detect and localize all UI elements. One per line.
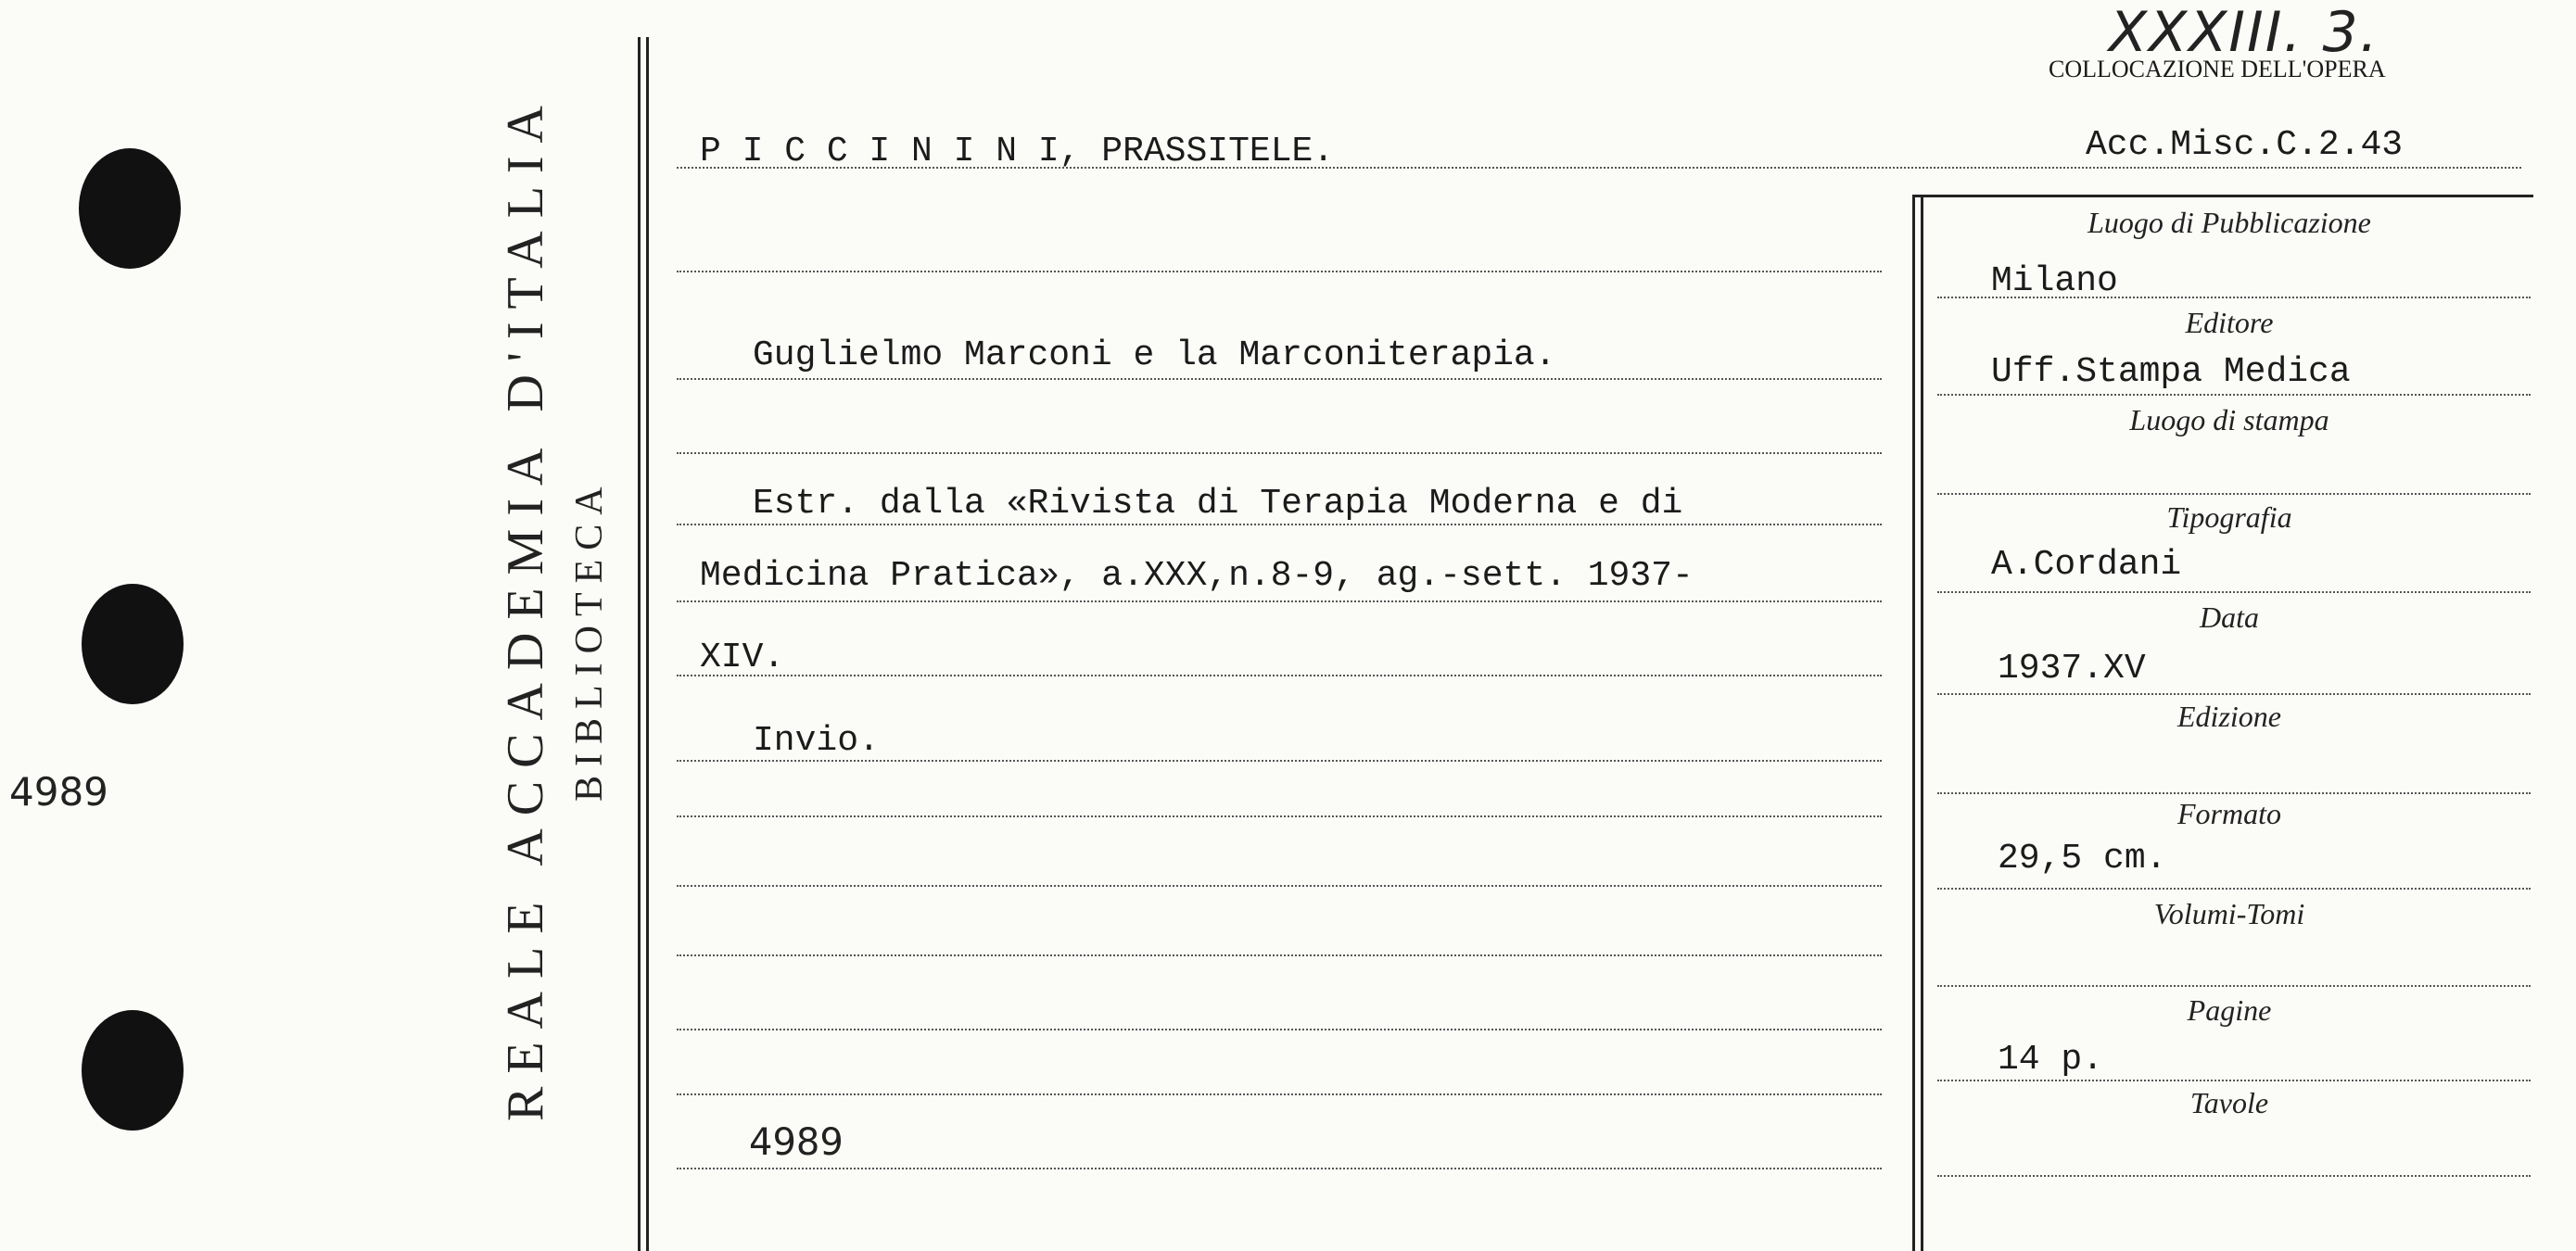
- collocation-handwritten: XXXIII. 3.: [2109, 0, 2379, 65]
- details-line: [1937, 493, 2531, 495]
- note-line-3: XIV.: [700, 638, 785, 677]
- tavole-label: Tavole: [2189, 1086, 2269, 1119]
- entry-line: [677, 954, 1882, 956]
- entry-line: [677, 600, 1882, 602]
- data-value: 1937.XV: [1998, 649, 2146, 689]
- inventory-number: 4989: [749, 1121, 844, 1164]
- entry-line: [677, 815, 1882, 817]
- editore-value: Uff.Stampa Medica: [1991, 352, 2351, 392]
- details-line: [1937, 591, 2531, 593]
- luogo-stampa-label: Luogo di stampa: [2129, 403, 2329, 436]
- data-label: Data: [2200, 600, 2259, 634]
- punch-hole-bottom: [82, 1010, 184, 1131]
- note-line-1: Estr. dalla «Rivista di Terapia Moderna e di: [753, 484, 1683, 524]
- note-line-4: Invio.: [753, 721, 880, 761]
- entry-line: [677, 1029, 1882, 1030]
- details-top-rule: [1912, 195, 2533, 197]
- shelfmark: Acc.Misc.C.2.43: [2086, 125, 2404, 165]
- punch-hole-top: [79, 148, 181, 269]
- luogo-pubblicazione-label: Luogo di Pubblicazione: [2087, 206, 2371, 239]
- entry-line: [677, 885, 1882, 887]
- right-double-rule-b: [1921, 195, 1923, 1251]
- details-line: [1937, 792, 2531, 794]
- formato-value: 29,5 cm.: [1998, 839, 2167, 878]
- tipografia-value: A.Cordani: [1991, 545, 2182, 585]
- details-line: [1937, 693, 2531, 695]
- left-double-rule-b: [646, 37, 649, 1251]
- editore-label: Editore: [2185, 306, 2274, 339]
- author-heading: P I C C I N I N I, PRASSITELE.: [700, 132, 1335, 171]
- entry-line: [677, 524, 1882, 525]
- left-double-rule-a: [638, 37, 641, 1251]
- tipografia-label: Tipografia: [2166, 500, 2292, 534]
- note-line-2: Medicina Pratica», a.XXX,n.8-9, ag.-sett. 1937-: [700, 556, 1694, 596]
- right-double-rule-a: [1912, 195, 1915, 1251]
- details-line: [1937, 888, 2531, 890]
- details-line: [1937, 297, 2531, 298]
- details-line: [1937, 985, 2531, 987]
- details-line: [1937, 394, 2531, 396]
- entry-line: [677, 1168, 1882, 1169]
- punch-hole-middle: [82, 584, 184, 704]
- pagine-label: Pagine: [2187, 993, 2272, 1027]
- entry-line: [677, 1093, 1882, 1095]
- collocation-label: COLLOCAZIONE DELL'OPERA: [2049, 56, 2386, 82]
- entry-line: [677, 271, 1882, 272]
- luogo-pubblicazione-value: Milano: [1991, 261, 2118, 301]
- entry-line: [677, 378, 1882, 380]
- entry-line: [677, 675, 1882, 676]
- details-line: [1937, 1175, 2531, 1177]
- entry-line: [677, 452, 1882, 454]
- title: Guglielmo Marconi e la Marconiterapia.: [753, 335, 1556, 375]
- details-line: [1937, 1080, 2531, 1081]
- pagine-value: 14 p.: [1998, 1040, 2104, 1080]
- edizione-label: Edizione: [2177, 700, 2281, 733]
- margin-number: 4989: [9, 769, 108, 815]
- formato-label: Formato: [2177, 797, 2281, 830]
- institution-name: REALE ACCADEMIA D'ITALIA: [497, 93, 554, 1121]
- volumi-label: Volumi-Tomi: [2153, 897, 2305, 930]
- library-name: BIBLIOTECA: [568, 477, 611, 802]
